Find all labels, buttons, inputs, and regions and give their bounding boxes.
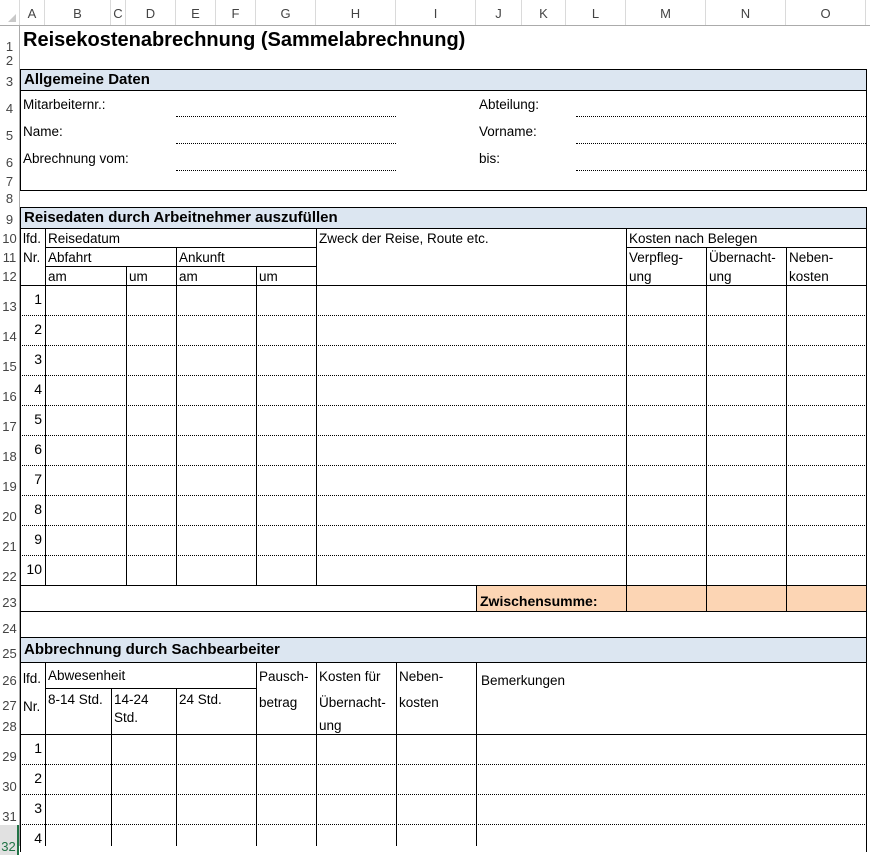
row-header-14[interactable]: 14 [2, 329, 17, 344]
column-header-h[interactable]: H [316, 0, 396, 25]
row-header-28[interactable]: 28 [2, 719, 17, 734]
divider [316, 228, 317, 585]
row-header-18[interactable]: 18 [2, 449, 17, 464]
section-heading-general: Allgemeine Daten [20, 69, 867, 91]
processing-row-number: 3 [34, 800, 42, 816]
travel-col-departure-time: um [129, 269, 148, 284]
column-header-e[interactable]: E [176, 0, 216, 25]
divider [786, 247, 787, 611]
row-header-20[interactable]: 20 [2, 509, 17, 524]
row-header-25[interactable]: 25 [2, 646, 17, 661]
row-header-11[interactable]: 11 [2, 250, 17, 265]
travel-row-number: 4 [34, 381, 42, 397]
department-underline [576, 116, 866, 117]
travel-col-arrival-time: um [259, 269, 278, 284]
row-header-15[interactable]: 15 [2, 359, 17, 374]
processing-col-14-24-line1: 14-24 [114, 692, 149, 707]
travel-row-number: 5 [34, 411, 42, 427]
travel-row-number: 2 [34, 321, 42, 337]
divider [45, 688, 256, 689]
column-header-b[interactable]: B [45, 0, 111, 25]
column-header-j[interactable]: J [476, 0, 522, 25]
travel-col-meals-line1: Verpfleg- [629, 250, 684, 265]
name-field[interactable] [176, 124, 396, 144]
column-header-o[interactable]: O [786, 0, 866, 25]
row-divider [20, 794, 867, 795]
divider [111, 688, 112, 846]
travel-col-costs: Kosten nach Belegen [629, 231, 758, 246]
row-header-1[interactable]: 1 [5, 39, 14, 54]
row-header-6[interactable]: 6 [5, 155, 14, 170]
travel-col-nr-line2: Nr. [23, 250, 41, 265]
row-header-13[interactable]: 13 [2, 299, 17, 314]
processing-col-8-14: 8-14 Std. [48, 692, 103, 707]
travel-row-number: 8 [34, 501, 42, 517]
column-header-a[interactable]: A [20, 0, 45, 25]
divider [476, 662, 477, 846]
divider [706, 247, 707, 611]
processing-row-number: 2 [34, 770, 42, 786]
divider [176, 688, 177, 846]
processing-col-lodging-line2: Übernacht- [319, 695, 386, 710]
column-header-i[interactable]: I [396, 0, 476, 25]
travel-row-number: 7 [34, 471, 42, 487]
row-header-30[interactable]: 30 [2, 779, 17, 794]
spacer-row [20, 611, 867, 638]
divider [256, 266, 257, 585]
column-header-g[interactable]: G [256, 0, 316, 25]
row-header-26[interactable]: 26 [2, 673, 17, 688]
first-name-field[interactable] [576, 124, 866, 144]
travel-col-departure-date: am [48, 269, 67, 284]
divider [256, 662, 257, 846]
subtotal-extra-cell[interactable] [787, 586, 866, 611]
divider [20, 734, 867, 735]
row-divider [20, 495, 867, 496]
column-header-m[interactable]: M [626, 0, 706, 25]
row-divider [20, 824, 867, 825]
select-all-corner[interactable] [0, 0, 20, 25]
processing-col-extra-line1: Neben- [399, 669, 444, 684]
processing-col-extra-line2: kosten [399, 695, 439, 710]
row-header-bar [0, 26, 20, 854]
row-divider [20, 315, 867, 316]
department-label: Abteilung: [479, 97, 540, 112]
first-name-label: Vorname: [479, 124, 537, 139]
row-header-23[interactable]: 23 [2, 595, 17, 610]
row-header-29[interactable]: 29 [2, 749, 17, 764]
column-header-d[interactable]: D [126, 0, 176, 25]
divider [45, 247, 316, 248]
row-header-10[interactable]: 10 [2, 231, 17, 246]
row-divider [20, 345, 867, 346]
employee-no-underline [176, 116, 396, 117]
processing-col-14-24-line2: Std. [114, 710, 139, 725]
name-label: Name: [23, 124, 63, 139]
column-header-bar [0, 0, 870, 26]
travel-col-meals-line2: ung [629, 269, 652, 284]
processing-col-flat-line2: betrag [259, 695, 298, 710]
row-divider [20, 375, 867, 376]
row-header-24[interactable]: 24 [2, 621, 17, 636]
row-header-22[interactable]: 22 [2, 569, 17, 584]
department-field[interactable] [576, 97, 866, 117]
period-from-underline [176, 170, 396, 171]
divider [126, 266, 127, 585]
processing-col-lodging-line1: Kosten für [319, 669, 381, 684]
row-header-16[interactable]: 16 [2, 389, 17, 404]
subtotal-meals-cell[interactable] [627, 586, 706, 611]
travel-col-arrival-date: am [179, 269, 198, 284]
row-divider [20, 435, 867, 436]
row-header-2[interactable]: 2 [5, 53, 14, 68]
row-header-3[interactable]: 3 [5, 74, 14, 89]
processing-col-nr-line2: Nr. [23, 699, 41, 714]
subtotal-lodging-cell[interactable] [707, 586, 786, 611]
divider [316, 662, 317, 846]
processing-col-remarks: Bemerkungen [481, 673, 566, 688]
row-header-8[interactable]: 8 [5, 191, 14, 206]
travel-col-nr-line1: lfd. [23, 231, 42, 246]
row-divider [20, 525, 867, 526]
section-heading-processing: Abbrechnung durch Sachbearbeiter [20, 637, 867, 663]
processing-row-number: 1 [34, 740, 42, 756]
row-divider [20, 555, 867, 556]
processing-row-number: 4 [34, 830, 42, 846]
travel-col-departure: Abfahrt [48, 250, 92, 265]
row-header-9[interactable]: 9 [5, 212, 14, 227]
processing-col-lodging-line3: ung [319, 718, 342, 733]
divider [626, 228, 627, 611]
page-title: Reisekostenabrechnung (Sammelabrechnung) [23, 29, 466, 51]
column-header-l[interactable]: L [566, 0, 626, 25]
travel-row-number: 3 [34, 351, 42, 367]
subtotal-label: Zwischensumme: [480, 593, 598, 609]
divider [45, 266, 316, 267]
employee-no-label: Mitarbeiternr.: [23, 97, 106, 112]
divider [176, 247, 177, 585]
travel-col-extra-line2: kosten [789, 269, 829, 284]
travel-row-number: 9 [34, 531, 42, 547]
row-header-4[interactable]: 4 [5, 101, 14, 116]
processing-col-nr-line1: lfd. [23, 671, 42, 686]
travel-row-number: 1 [34, 291, 42, 307]
travel-col-purpose: Zweck der Reise, Route etc. [319, 231, 489, 246]
travel-col-date: Reisedatum [48, 231, 121, 246]
name-underline [176, 143, 396, 144]
period-to-underline [576, 170, 866, 171]
column-header-k[interactable]: K [522, 0, 566, 25]
period-to-field[interactable] [576, 151, 866, 171]
row-header-21[interactable]: 21 [2, 539, 17, 554]
row-header-32[interactable]: 32 [0, 825, 19, 855]
period-from-field[interactable] [176, 151, 396, 171]
divider [45, 228, 46, 585]
row-header-5[interactable]: 5 [5, 128, 14, 143]
row-header-19[interactable]: 19 [2, 479, 17, 494]
section-heading-travel: Reisedaten durch Arbeitnehmer auszufüllen [20, 207, 867, 229]
row-header-17[interactable]: 17 [2, 419, 17, 434]
period-to-label: bis: [479, 151, 501, 166]
row-header-7[interactable]: 7 [5, 174, 14, 189]
column-header-f[interactable]: F [216, 0, 256, 25]
row-divider [20, 764, 867, 765]
travel-row-number: 10 [26, 561, 42, 577]
row-header-27[interactable]: 27 [2, 698, 17, 713]
travel-col-extra-line1: Neben- [789, 250, 834, 265]
travel-row-number: 6 [34, 441, 42, 457]
row-divider [20, 405, 867, 406]
divider [20, 285, 867, 286]
travel-col-arrival: Ankunft [179, 250, 225, 265]
period-from-label: Abrechnung vom: [23, 151, 129, 166]
first-name-underline [576, 143, 866, 144]
divider [626, 247, 867, 248]
divider [396, 662, 397, 846]
employee-no-field[interactable] [176, 97, 396, 117]
processing-col-24: 24 Std. [179, 692, 222, 707]
processing-col-flat-line1: Pausch- [259, 669, 309, 684]
travel-col-lodging-line2: ung [709, 269, 732, 284]
row-divider [20, 465, 867, 466]
travel-col-lodging-line1: Übernacht- [709, 250, 776, 265]
column-header-n[interactable]: N [706, 0, 786, 25]
processing-col-absence: Abwesenheit [48, 668, 126, 683]
divider [476, 585, 477, 611]
row-header-31[interactable]: 31 [2, 809, 17, 824]
row-header-12[interactable]: 12 [2, 269, 17, 284]
column-header-c[interactable]: C [111, 0, 126, 25]
divider [45, 662, 46, 846]
